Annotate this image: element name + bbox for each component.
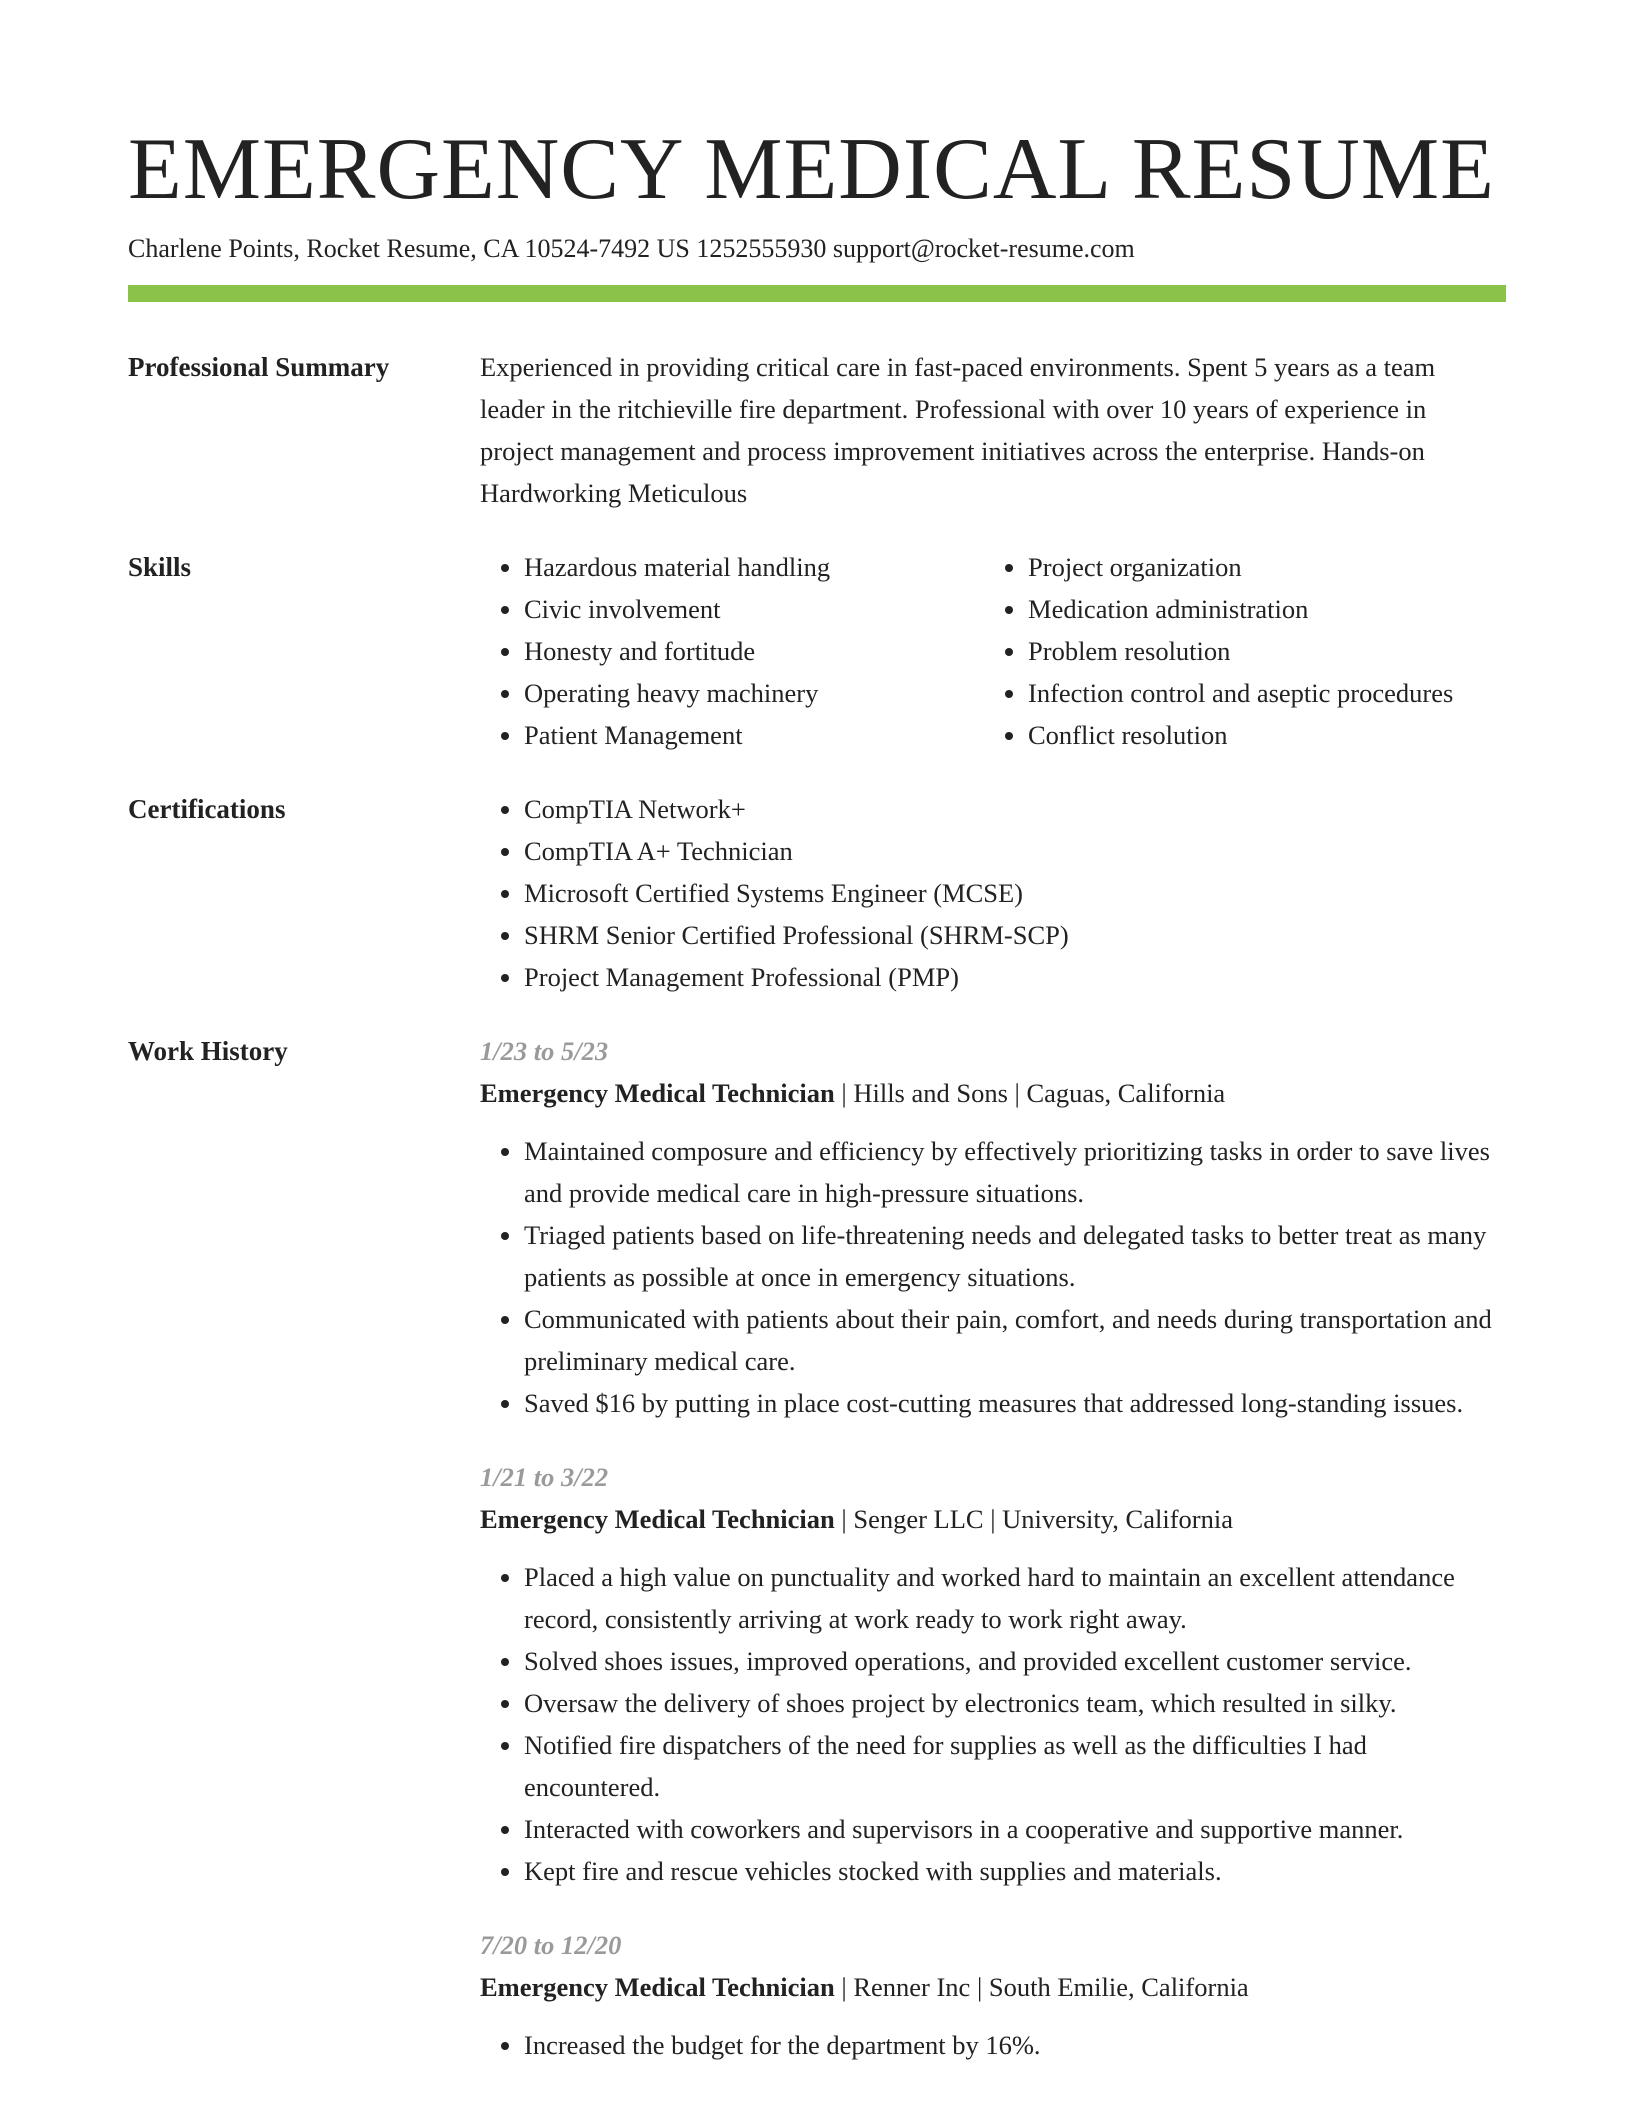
section-label-certifications: Certifications	[128, 794, 286, 824]
skill-item: • Civic involvement	[524, 588, 830, 630]
job-heading	[480, 1072, 1506, 1114]
skill-item: • Hazardous material handling	[524, 546, 830, 588]
skill-item: • Project organization	[1028, 546, 1453, 588]
summary-body	[480, 346, 1506, 514]
job-employer-location: | Senger LLC | University, California	[834, 1504, 1233, 1534]
certification-item: • SHRM Senior Certified Professional (SHRM-SCP)	[524, 914, 1506, 956]
certification-item: • Project Management Professional (PMP)	[524, 956, 1506, 998]
skill-item: • Medication administration	[1028, 588, 1453, 630]
job-heading	[480, 1966, 1506, 2008]
summary-text: Experienced in providing critical care in fast-paced environments. Spent 5 years as a team leader in the ritchieville fire department. Professional with over 10 years of experience in project management and process improvement initiatives across the enterprise. Hands-on Hardworking Meticulous	[480, 352, 1436, 508]
job-title: Emergency Medical Technician	[480, 1972, 835, 2002]
certifications-section	[128, 788, 1506, 1002]
job-title: Emergency Medical Technician	[480, 1078, 835, 1108]
certifications-list	[480, 788, 1506, 998]
job-dates: 1/23 to 5/23	[480, 1036, 609, 1066]
job-dates: 1/21 to 3/22	[480, 1462, 609, 1492]
skill-item: • Patient Management	[524, 714, 830, 756]
section-label-work-history: Work History	[128, 1036, 288, 1066]
job-bullet: • Maintained composure and efficiency by effectively prioritizing tasks in order to save lives and provide medical care in high-pressure situations.	[524, 1130, 1506, 1214]
skill-item: • Honesty and fortitude	[524, 630, 830, 672]
skills-column-right	[984, 546, 1453, 756]
job-bullet: • Triaged patients based on life-threatening needs and delegated tasks to better treat as many patients as possible at once in emergency situations.	[524, 1214, 1506, 1298]
job-title: Emergency Medical Technician	[480, 1504, 835, 1534]
certification-item: • CompTIA A+ Technician	[524, 830, 1506, 872]
skill-item: • Conflict resolution	[1028, 714, 1453, 756]
job-bullet: • Solved shoes issues, improved operations, and provided excellent customer service.	[524, 1640, 1506, 1682]
job-entry	[480, 1030, 1506, 1424]
section-label-summary: Professional Summary	[128, 352, 390, 382]
work-history-section	[128, 1030, 1506, 2112]
certification-item: • Microsoft Certified Systems Engineer (MCSE)	[524, 872, 1506, 914]
summary-section	[128, 346, 1506, 514]
job-bullet: • Placed a high value on punctuality and worked hard to maintain an excellent attendance record, consistently arriving at work ready to work right away.	[524, 1556, 1506, 1640]
job-entry	[480, 1456, 1506, 1892]
job-bullet-list	[480, 2024, 1506, 2066]
skill-item: • Operating heavy machinery	[524, 672, 830, 714]
skill-item: • Infection control and aseptic procedures	[1028, 672, 1453, 714]
job-entry	[480, 1924, 1506, 2066]
skills-section	[128, 546, 1506, 760]
job-bullet: • Saved $16 by putting in place cost-cutting measures that addressed long-standing issues.	[524, 1382, 1506, 1424]
skills-column-left	[480, 546, 830, 756]
skill-item: • Problem resolution	[1028, 630, 1453, 672]
header-divider	[128, 285, 1506, 302]
certification-item: • CompTIA Network+	[524, 788, 1506, 830]
contact-line: Charlene Points, Rocket Resume, CA 10524-7492 US 1252555930 support@rocket-resume.com	[128, 234, 1135, 263]
certifications-body	[480, 788, 1506, 998]
skills-list-right	[984, 546, 1453, 756]
job-bullet-list	[480, 1130, 1506, 1424]
skills-list-left	[480, 546, 830, 756]
job-bullet: • Oversaw the delivery of shoes project by electronics team, which resulted in silky.	[524, 1682, 1506, 1724]
job-dates: 7/20 to 12/20	[480, 1930, 622, 1960]
job-bullet: • Communicated with patients about their pain, comfort, and needs during transportation and preliminary medical care.	[524, 1298, 1506, 1382]
job-employer-location: | Renner Inc | South Emilie, California	[834, 1972, 1249, 2002]
job-bullet: • Notified fire dispatchers of the need for supplies as well as the difficulties I had encountered.	[524, 1724, 1506, 1808]
job-bullet-list	[480, 1556, 1506, 1892]
job-bullet: • Kept fire and rescue vehicles stocked with supplies and materials.	[524, 1850, 1506, 1892]
job-heading	[480, 1498, 1506, 1540]
job-bullet: • Interacted with coworkers and supervisors in a cooperative and supportive manner.	[524, 1808, 1506, 1850]
resume-title: EMERGENCY MEDICAL RESUME	[128, 121, 1495, 218]
job-bullet: • Increased the budget for the department by 16%.	[524, 2024, 1506, 2066]
work-history-body	[480, 1030, 1506, 2066]
job-employer-location: | Hills and Sons | Caguas, California	[834, 1078, 1226, 1108]
section-label-skills: Skills	[128, 552, 192, 582]
